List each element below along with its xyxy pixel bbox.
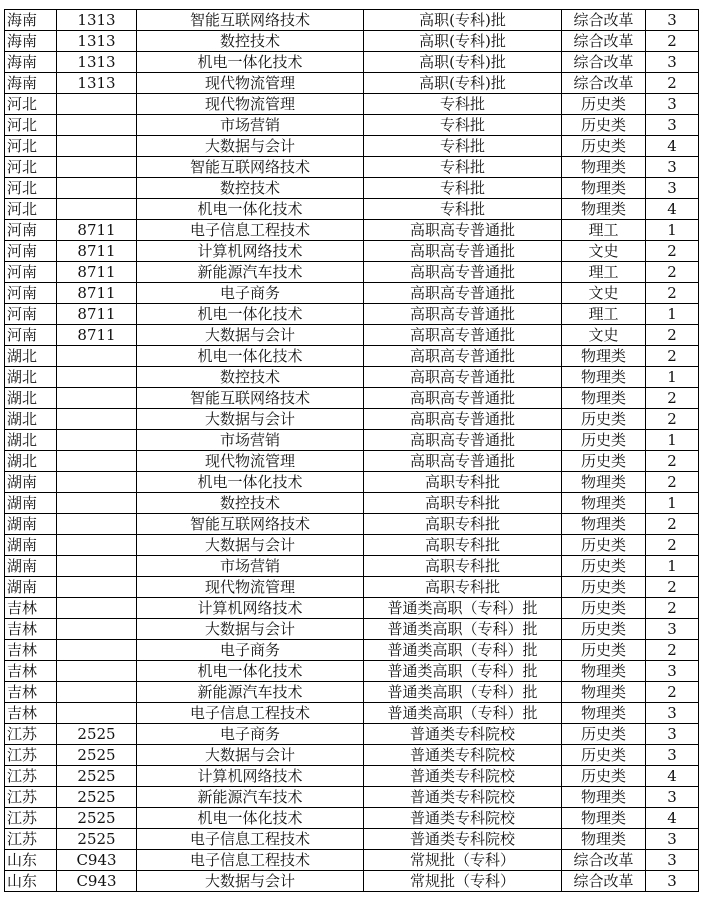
major-cell: 电子商务: [137, 640, 364, 661]
subject-type-cell: 物理类: [562, 703, 646, 724]
plan-count-cell: 2: [646, 514, 699, 535]
subject-type-cell: 综合改革: [562, 10, 646, 31]
batch-cell: 专科批: [364, 136, 562, 157]
plan-count-cell: 2: [646, 388, 699, 409]
subject-type-cell: 历史类: [562, 451, 646, 472]
subject-type-cell: 物理类: [562, 514, 646, 535]
table-row: [5, 850, 699, 871]
major-cell: 机电一体化技术: [137, 346, 364, 367]
plan-count-cell: 2: [646, 682, 699, 703]
batch-cell: 普通类高职（专科）批: [364, 640, 562, 661]
batch-cell: 高职高专普通批: [364, 220, 562, 241]
code-cell: [57, 94, 137, 115]
table-row: [5, 577, 699, 598]
plan-count-cell: 2: [646, 325, 699, 346]
table-row: [5, 871, 699, 892]
code-cell: [57, 157, 137, 178]
batch-cell: 普通类专科院校: [364, 787, 562, 808]
province-cell: 海南: [5, 73, 57, 94]
batch-cell: 高职高专普通批: [364, 241, 562, 262]
province-cell: 海南: [5, 10, 57, 31]
major-cell: 大数据与会计: [137, 871, 364, 892]
code-cell: [57, 556, 137, 577]
major-cell: 新能源汽车技术: [137, 787, 364, 808]
batch-cell: 普通类高职（专科）批: [364, 703, 562, 724]
plan-count-cell: 1: [646, 304, 699, 325]
plan-count-cell: 3: [646, 829, 699, 850]
subject-type-cell: 文史: [562, 241, 646, 262]
batch-cell: 高职专科批: [364, 535, 562, 556]
subject-type-cell: 综合改革: [562, 871, 646, 892]
province-cell: 江苏: [5, 787, 57, 808]
table-row: [5, 10, 699, 31]
code-cell: [57, 451, 137, 472]
major-cell: 电子信息工程技术: [137, 220, 364, 241]
province-cell: 湖南: [5, 514, 57, 535]
table-row: [5, 619, 699, 640]
major-cell: 数控技术: [137, 31, 364, 52]
major-cell: 机电一体化技术: [137, 808, 364, 829]
province-cell: 江苏: [5, 808, 57, 829]
batch-cell: 高职高专普通批: [364, 262, 562, 283]
province-cell: 河南: [5, 283, 57, 304]
code-cell: 2525: [57, 829, 137, 850]
batch-cell: 高职(专科)批: [364, 52, 562, 73]
province-cell: 河南: [5, 241, 57, 262]
table-row: [5, 787, 699, 808]
enrollment-plan-table-wrapper: [4, 9, 699, 892]
province-cell: 湖南: [5, 493, 57, 514]
code-cell: [57, 430, 137, 451]
subject-type-cell: 物理类: [562, 829, 646, 850]
table-row: [5, 703, 699, 724]
table-row: [5, 94, 699, 115]
table-row: [5, 451, 699, 472]
major-cell: 大数据与会计: [137, 136, 364, 157]
plan-count-cell: 3: [646, 619, 699, 640]
plan-count-cell: 2: [646, 409, 699, 430]
table-row: [5, 73, 699, 94]
table-row: [5, 430, 699, 451]
subject-type-cell: 综合改革: [562, 52, 646, 73]
table-row: [5, 52, 699, 73]
batch-cell: 高职高专普通批: [364, 283, 562, 304]
code-cell: [57, 115, 137, 136]
code-cell: 2525: [57, 724, 137, 745]
table-row: [5, 640, 699, 661]
plan-count-cell: 4: [646, 808, 699, 829]
subject-type-cell: 物理类: [562, 787, 646, 808]
plan-count-cell: 3: [646, 10, 699, 31]
subject-type-cell: 历史类: [562, 115, 646, 136]
major-cell: 大数据与会计: [137, 535, 364, 556]
plan-count-cell: 3: [646, 157, 699, 178]
code-cell: 8711: [57, 262, 137, 283]
code-cell: [57, 367, 137, 388]
subject-type-cell: 历史类: [562, 724, 646, 745]
plan-count-cell: 3: [646, 661, 699, 682]
province-cell: 湖北: [5, 388, 57, 409]
plan-count-cell: 3: [646, 703, 699, 724]
code-cell: [57, 703, 137, 724]
province-cell: 河北: [5, 178, 57, 199]
code-cell: 1313: [57, 10, 137, 31]
province-cell: 河北: [5, 199, 57, 220]
batch-cell: 普通类专科院校: [364, 766, 562, 787]
province-cell: 湖北: [5, 430, 57, 451]
code-cell: 1313: [57, 52, 137, 73]
major-cell: 电子信息工程技术: [137, 850, 364, 871]
plan-count-cell: 3: [646, 745, 699, 766]
table-row: [5, 535, 699, 556]
plan-count-cell: 1: [646, 493, 699, 514]
table-row: [5, 157, 699, 178]
table-row: [5, 766, 699, 787]
plan-count-cell: 3: [646, 871, 699, 892]
table-row: [5, 661, 699, 682]
code-cell: [57, 577, 137, 598]
batch-cell: 普通类专科院校: [364, 808, 562, 829]
province-cell: 湖南: [5, 535, 57, 556]
major-cell: 机电一体化技术: [137, 199, 364, 220]
code-cell: [57, 619, 137, 640]
batch-cell: 高职专科批: [364, 493, 562, 514]
batch-cell: 高职高专普通批: [364, 388, 562, 409]
major-cell: 新能源汽车技术: [137, 262, 364, 283]
code-cell: [57, 598, 137, 619]
plan-count-cell: 3: [646, 724, 699, 745]
batch-cell: 高职专科批: [364, 472, 562, 493]
province-cell: 湖北: [5, 367, 57, 388]
code-cell: [57, 535, 137, 556]
batch-cell: 普通类高职（专科）批: [364, 598, 562, 619]
major-cell: 计算机网络技术: [137, 598, 364, 619]
batch-cell: 常规批（专科）: [364, 850, 562, 871]
code-cell: 8711: [57, 304, 137, 325]
plan-count-cell: 2: [646, 262, 699, 283]
subject-type-cell: 理工: [562, 220, 646, 241]
batch-cell: 专科批: [364, 115, 562, 136]
code-cell: [57, 409, 137, 430]
major-cell: 市场营销: [137, 430, 364, 451]
major-cell: 机电一体化技术: [137, 52, 364, 73]
major-cell: 智能互联网络技术: [137, 514, 364, 535]
subject-type-cell: 历史类: [562, 577, 646, 598]
table-row: [5, 304, 699, 325]
province-cell: 江苏: [5, 745, 57, 766]
plan-count-cell: 2: [646, 472, 699, 493]
table-row: [5, 724, 699, 745]
table-row: [5, 115, 699, 136]
province-cell: 江苏: [5, 724, 57, 745]
province-cell: 河南: [5, 304, 57, 325]
subject-type-cell: 综合改革: [562, 850, 646, 871]
table-row: [5, 31, 699, 52]
batch-cell: 高职专科批: [364, 577, 562, 598]
province-cell: 海南: [5, 31, 57, 52]
code-cell: [57, 493, 137, 514]
plan-count-cell: 3: [646, 850, 699, 871]
subject-type-cell: 物理类: [562, 157, 646, 178]
table-body: [5, 10, 699, 892]
batch-cell: 专科批: [364, 157, 562, 178]
table-row: [5, 388, 699, 409]
code-cell: 2525: [57, 745, 137, 766]
table-row: [5, 199, 699, 220]
plan-count-cell: 2: [646, 241, 699, 262]
major-cell: 数控技术: [137, 367, 364, 388]
major-cell: 机电一体化技术: [137, 304, 364, 325]
code-cell: 2525: [57, 766, 137, 787]
table-row: [5, 241, 699, 262]
subject-type-cell: 物理类: [562, 493, 646, 514]
table-row: [5, 283, 699, 304]
table-row: [5, 325, 699, 346]
table-row: [5, 409, 699, 430]
batch-cell: 高职专科批: [364, 556, 562, 577]
major-cell: 机电一体化技术: [137, 472, 364, 493]
major-cell: 新能源汽车技术: [137, 682, 364, 703]
province-cell: 吉林: [5, 619, 57, 640]
subject-type-cell: 物理类: [562, 682, 646, 703]
subject-type-cell: 历史类: [562, 619, 646, 640]
batch-cell: 高职高专普通批: [364, 367, 562, 388]
batch-cell: 高职高专普通批: [364, 409, 562, 430]
major-cell: 机电一体化技术: [137, 661, 364, 682]
batch-cell: 常规批（专科）: [364, 871, 562, 892]
subject-type-cell: 历史类: [562, 535, 646, 556]
province-cell: 海南: [5, 52, 57, 73]
table-row: [5, 220, 699, 241]
province-cell: 吉林: [5, 661, 57, 682]
major-cell: 智能互联网络技术: [137, 157, 364, 178]
plan-count-cell: 3: [646, 115, 699, 136]
plan-count-cell: 2: [646, 577, 699, 598]
plan-count-cell: 3: [646, 787, 699, 808]
code-cell: [57, 661, 137, 682]
plan-count-cell: 3: [646, 94, 699, 115]
subject-type-cell: 历史类: [562, 556, 646, 577]
code-cell: 1313: [57, 31, 137, 52]
code-cell: 8711: [57, 283, 137, 304]
batch-cell: 专科批: [364, 178, 562, 199]
plan-count-cell: 4: [646, 766, 699, 787]
batch-cell: 高职高专普通批: [364, 430, 562, 451]
major-cell: 计算机网络技术: [137, 241, 364, 262]
province-cell: 河北: [5, 136, 57, 157]
major-cell: 数控技术: [137, 178, 364, 199]
table-row: [5, 745, 699, 766]
batch-cell: 高职高专普通批: [364, 304, 562, 325]
subject-type-cell: 历史类: [562, 598, 646, 619]
batch-cell: 高职(专科)批: [364, 31, 562, 52]
plan-count-cell: 4: [646, 199, 699, 220]
plan-count-cell: 2: [646, 31, 699, 52]
province-cell: 吉林: [5, 682, 57, 703]
batch-cell: 高职(专科)批: [364, 10, 562, 31]
code-cell: 2525: [57, 787, 137, 808]
subject-type-cell: 历史类: [562, 745, 646, 766]
province-cell: 河南: [5, 220, 57, 241]
batch-cell: 高职高专普通批: [364, 346, 562, 367]
plan-count-cell: 1: [646, 367, 699, 388]
plan-count-cell: 2: [646, 640, 699, 661]
province-cell: 湖北: [5, 346, 57, 367]
subject-type-cell: 理工: [562, 262, 646, 283]
table-row: [5, 808, 699, 829]
province-cell: 江苏: [5, 829, 57, 850]
table-row: [5, 514, 699, 535]
plan-count-cell: 2: [646, 598, 699, 619]
province-cell: 河北: [5, 115, 57, 136]
batch-cell: 专科批: [364, 199, 562, 220]
table-row: [5, 178, 699, 199]
major-cell: 现代物流管理: [137, 73, 364, 94]
major-cell: 电子信息工程技术: [137, 829, 364, 850]
batch-cell: 高职(专科)批: [364, 73, 562, 94]
subject-type-cell: 文史: [562, 325, 646, 346]
subject-type-cell: 历史类: [562, 640, 646, 661]
code-cell: [57, 136, 137, 157]
province-cell: 吉林: [5, 640, 57, 661]
table-row: [5, 346, 699, 367]
subject-type-cell: 理工: [562, 304, 646, 325]
subject-type-cell: 物理类: [562, 367, 646, 388]
subject-type-cell: 历史类: [562, 409, 646, 430]
batch-cell: 普通类专科院校: [364, 724, 562, 745]
subject-type-cell: 历史类: [562, 94, 646, 115]
batch-cell: 普通类高职（专科）批: [364, 661, 562, 682]
major-cell: 智能互联网络技术: [137, 10, 364, 31]
subject-type-cell: 物理类: [562, 178, 646, 199]
batch-cell: 高职专科批: [364, 514, 562, 535]
code-cell: 1313: [57, 73, 137, 94]
batch-cell: 普通类高职（专科）批: [364, 619, 562, 640]
code-cell: [57, 472, 137, 493]
major-cell: 电子信息工程技术: [137, 703, 364, 724]
plan-count-cell: 1: [646, 430, 699, 451]
code-cell: [57, 199, 137, 220]
table-row: [5, 262, 699, 283]
subject-type-cell: 物理类: [562, 346, 646, 367]
subject-type-cell: 物理类: [562, 808, 646, 829]
code-cell: [57, 640, 137, 661]
subject-type-cell: 文史: [562, 283, 646, 304]
code-cell: [57, 682, 137, 703]
subject-type-cell: 物理类: [562, 388, 646, 409]
subject-type-cell: 物理类: [562, 661, 646, 682]
major-cell: 现代物流管理: [137, 451, 364, 472]
table-row: [5, 682, 699, 703]
enrollment-plan-table: [4, 9, 699, 892]
major-cell: 计算机网络技术: [137, 766, 364, 787]
province-cell: 河北: [5, 157, 57, 178]
subject-type-cell: 历史类: [562, 430, 646, 451]
table-row: [5, 472, 699, 493]
province-cell: 河南: [5, 325, 57, 346]
batch-cell: 专科批: [364, 94, 562, 115]
major-cell: 市场营销: [137, 556, 364, 577]
plan-count-cell: 1: [646, 220, 699, 241]
batch-cell: 普通类专科院校: [364, 745, 562, 766]
province-cell: 湖北: [5, 451, 57, 472]
major-cell: 数控技术: [137, 493, 364, 514]
province-cell: 湖南: [5, 577, 57, 598]
code-cell: C943: [57, 871, 137, 892]
province-cell: 吉林: [5, 598, 57, 619]
plan-count-cell: 2: [646, 451, 699, 472]
subject-type-cell: 历史类: [562, 766, 646, 787]
plan-count-cell: 3: [646, 178, 699, 199]
major-cell: 大数据与会计: [137, 409, 364, 430]
batch-cell: 高职高专普通批: [364, 451, 562, 472]
major-cell: 现代物流管理: [137, 94, 364, 115]
major-cell: 智能互联网络技术: [137, 388, 364, 409]
plan-count-cell: 3: [646, 52, 699, 73]
province-cell: 湖南: [5, 556, 57, 577]
province-cell: 河北: [5, 94, 57, 115]
province-cell: 山东: [5, 871, 57, 892]
major-cell: 电子商务: [137, 283, 364, 304]
table-row: [5, 829, 699, 850]
subject-type-cell: 综合改革: [562, 73, 646, 94]
table-row: [5, 556, 699, 577]
batch-cell: 高职高专普通批: [364, 325, 562, 346]
table-row: [5, 367, 699, 388]
code-cell: [57, 388, 137, 409]
subject-type-cell: 物理类: [562, 199, 646, 220]
code-cell: [57, 514, 137, 535]
province-cell: 湖南: [5, 472, 57, 493]
major-cell: 大数据与会计: [137, 619, 364, 640]
code-cell: C943: [57, 850, 137, 871]
table-row: [5, 493, 699, 514]
plan-count-cell: 2: [646, 346, 699, 367]
batch-cell: 普通类高职（专科）批: [364, 682, 562, 703]
subject-type-cell: 物理类: [562, 472, 646, 493]
code-cell: [57, 346, 137, 367]
code-cell: [57, 178, 137, 199]
province-cell: 吉林: [5, 703, 57, 724]
plan-count-cell: 2: [646, 535, 699, 556]
major-cell: 电子商务: [137, 724, 364, 745]
province-cell: 山东: [5, 850, 57, 871]
major-cell: 大数据与会计: [137, 325, 364, 346]
code-cell: 8711: [57, 241, 137, 262]
province-cell: 河南: [5, 262, 57, 283]
major-cell: 市场营销: [137, 115, 364, 136]
province-cell: 湖北: [5, 409, 57, 430]
plan-count-cell: 4: [646, 136, 699, 157]
batch-cell: 普通类专科院校: [364, 829, 562, 850]
major-cell: 现代物流管理: [137, 577, 364, 598]
subject-type-cell: 综合改革: [562, 31, 646, 52]
table-row: [5, 136, 699, 157]
table-row: [5, 598, 699, 619]
subject-type-cell: 历史类: [562, 136, 646, 157]
code-cell: 8711: [57, 325, 137, 346]
major-cell: 大数据与会计: [137, 745, 364, 766]
code-cell: 2525: [57, 808, 137, 829]
plan-count-cell: 2: [646, 73, 699, 94]
province-cell: 江苏: [5, 766, 57, 787]
plan-count-cell: 1: [646, 556, 699, 577]
code-cell: 8711: [57, 220, 137, 241]
plan-count-cell: 2: [646, 283, 699, 304]
